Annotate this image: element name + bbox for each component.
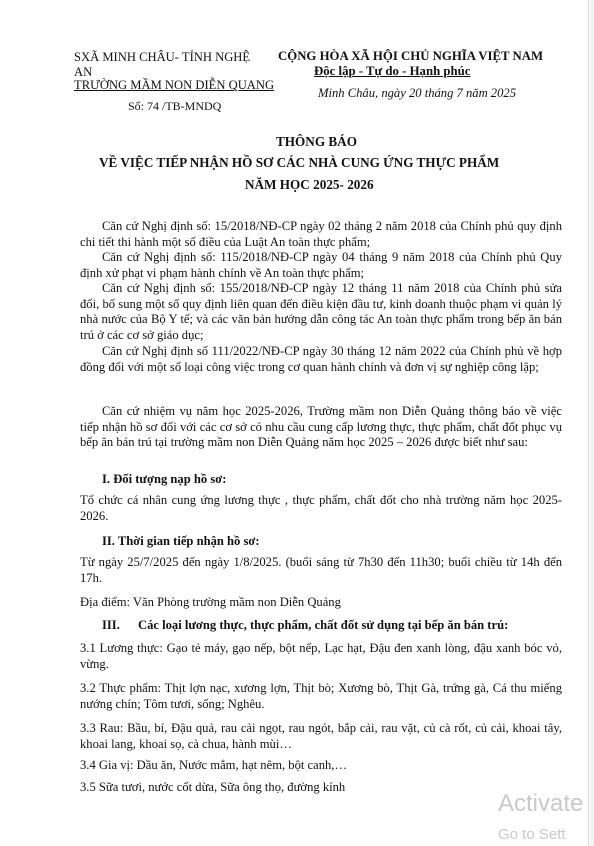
watermark-activate: Activate <box>498 790 584 817</box>
title-line1: THÔNG BÁO <box>276 134 357 149</box>
legal-basis-1: Căn cứ Nghị định số: 15/2018/NĐ-CP ngày 02 tháng 2 năm 2018 của Chính phủ quy định chi tiết thi hành một số điều của Luật An toàn thực phẩm; <box>80 219 562 249</box>
section2-heading: II. Thời gian tiếp nhận hồ sơ: <box>102 534 260 548</box>
document-number: Số: 74 /TB-MNDQ <box>128 99 222 113</box>
section2-place: Địa điểm: Văn Phòng trường mầm non Diễn Quảng <box>80 595 341 609</box>
legal-basis-2: Căn cứ Nghị định số: 115/2018/NĐ-CP ngày 04 tháng 9 năm 2018 của Chính phủ Quy định xử phạt vi phạm hành chính về An toàn thực phẩm; <box>80 250 562 280</box>
food-item-3-2: 3.2 Thực phẩm: Thịt lợn nạc, xương lợn, Thịt bò; Xương bò, Thịt Gà, trứng gà, Cá thu miếng nướng chín; Tôm tươi, sống; Nghêu. <box>80 681 562 711</box>
title-line3: NĂM HỌC 2025- 2026 <box>245 177 374 192</box>
food-item-3-3: 3.3 Rau: Bầu, bí, Đậu quả, rau cải ngọt, rau ngót, bắp cải, rau vặt, củ cà rốt, củ cải, khoai tây, khoai lang, khoai sọ, cà chua, hành mùi… <box>80 721 562 751</box>
title-line2: VỀ VIỆC TIẾP NHẬN HỒ SƠ CÁC NHÀ CUNG ỨNG THỰC PHẨM <box>99 155 500 170</box>
page-shadow <box>590 0 594 846</box>
section2-time: Từ ngày 25/7/2025 đến ngày 1/8/2025. (buổi sáng từ 7h30 đến 11h30; buổi chiều từ 14h đến 17h. <box>80 555 562 585</box>
place-and-date: Minh Châu, ngày 20 tháng 7 năm 2025 <box>318 86 516 100</box>
agency-name-line1: SXÃ MINH CHÂU- TỈNH NGHỆ <box>74 50 251 64</box>
nation-motto: Độc lập - Tự do - Hạnh phúc <box>314 64 471 78</box>
watermark-settings: Go to Sett <box>498 826 566 843</box>
legal-basis-3: Căn cứ Nghị định số: 155/2018/NĐ-CP ngày 12 tháng 11 năm 2018 của Chính phủ sửa đổi, bổ sung một số quy định liên quan đến điều kiện đầu tư, kinh doanh thuộc phạm vi quản lý nhà nước của Bộ Y tế; và các văn bản hướng dẫn công tác An toàn thực phẩm trong bếp ăn bán trú ở các cơ sở giáo dục; <box>80 281 562 342</box>
agency-name-line2: AN <box>74 65 93 79</box>
section1-text: Tổ chức cá nhân cung ứng lương thực , thực phẩm, chất đốt cho nhà trường năm học 2025-2026. <box>80 493 562 523</box>
intro-paragraph: Căn cứ nhiệm vụ năm học 2025-2026, Trường mầm non Diễn Quảng thông báo về việc tiếp nhận hồ sơ đối với các cơ sở có nhu cầu cung cấp lương thực, thực phẩm, chất đốt phục vụ bếp ăn bán trú tại trường mầm non Diễn Quảng năm học 2025 – 2026 được biết như sau: <box>80 404 562 449</box>
legal-basis-4: Căn cứ Nghị định số 111/2022/NĐ-CP ngày 30 tháng 12 năm 2022 của Chính phủ về hợp đồng đối với một số loại công việc trong cơ quan hành chính và đơn vị sự nghiệp công lập; <box>80 344 562 374</box>
page-edge <box>588 0 589 846</box>
food-item-3-5: 3.5 Sữa tươi, nước cốt dừa, Sữa ông thọ, đường kính <box>80 780 346 794</box>
section3-number: III. <box>102 618 120 632</box>
food-item-3-4: 3.4 Gia vị: Dầu ăn, Nước mắm, hạt nêm, bột canh,… <box>80 758 348 772</box>
section1-heading: I. Đối tượng nạp hồ sơ: <box>102 472 227 486</box>
section3-heading: Các loại lương thực, thực phẩm, chất đốt sử dụng tại bếp ăn bán trú: <box>138 618 509 632</box>
food-item-3-1: 3.1 Lương thực: Gạo tẻ máy, gạo nếp, bột nếp, Lạc hạt, Đậu đen xanh lòng, đậu xanh bóc vỏ, vừng. <box>80 641 562 671</box>
nation-title: CỘNG HÒA XÃ HỘI CHỦ NGHĨA VIỆT NAM <box>278 49 544 63</box>
school-name: TRƯỜNG MẦM NON DIỄN QUANG <box>74 78 275 92</box>
